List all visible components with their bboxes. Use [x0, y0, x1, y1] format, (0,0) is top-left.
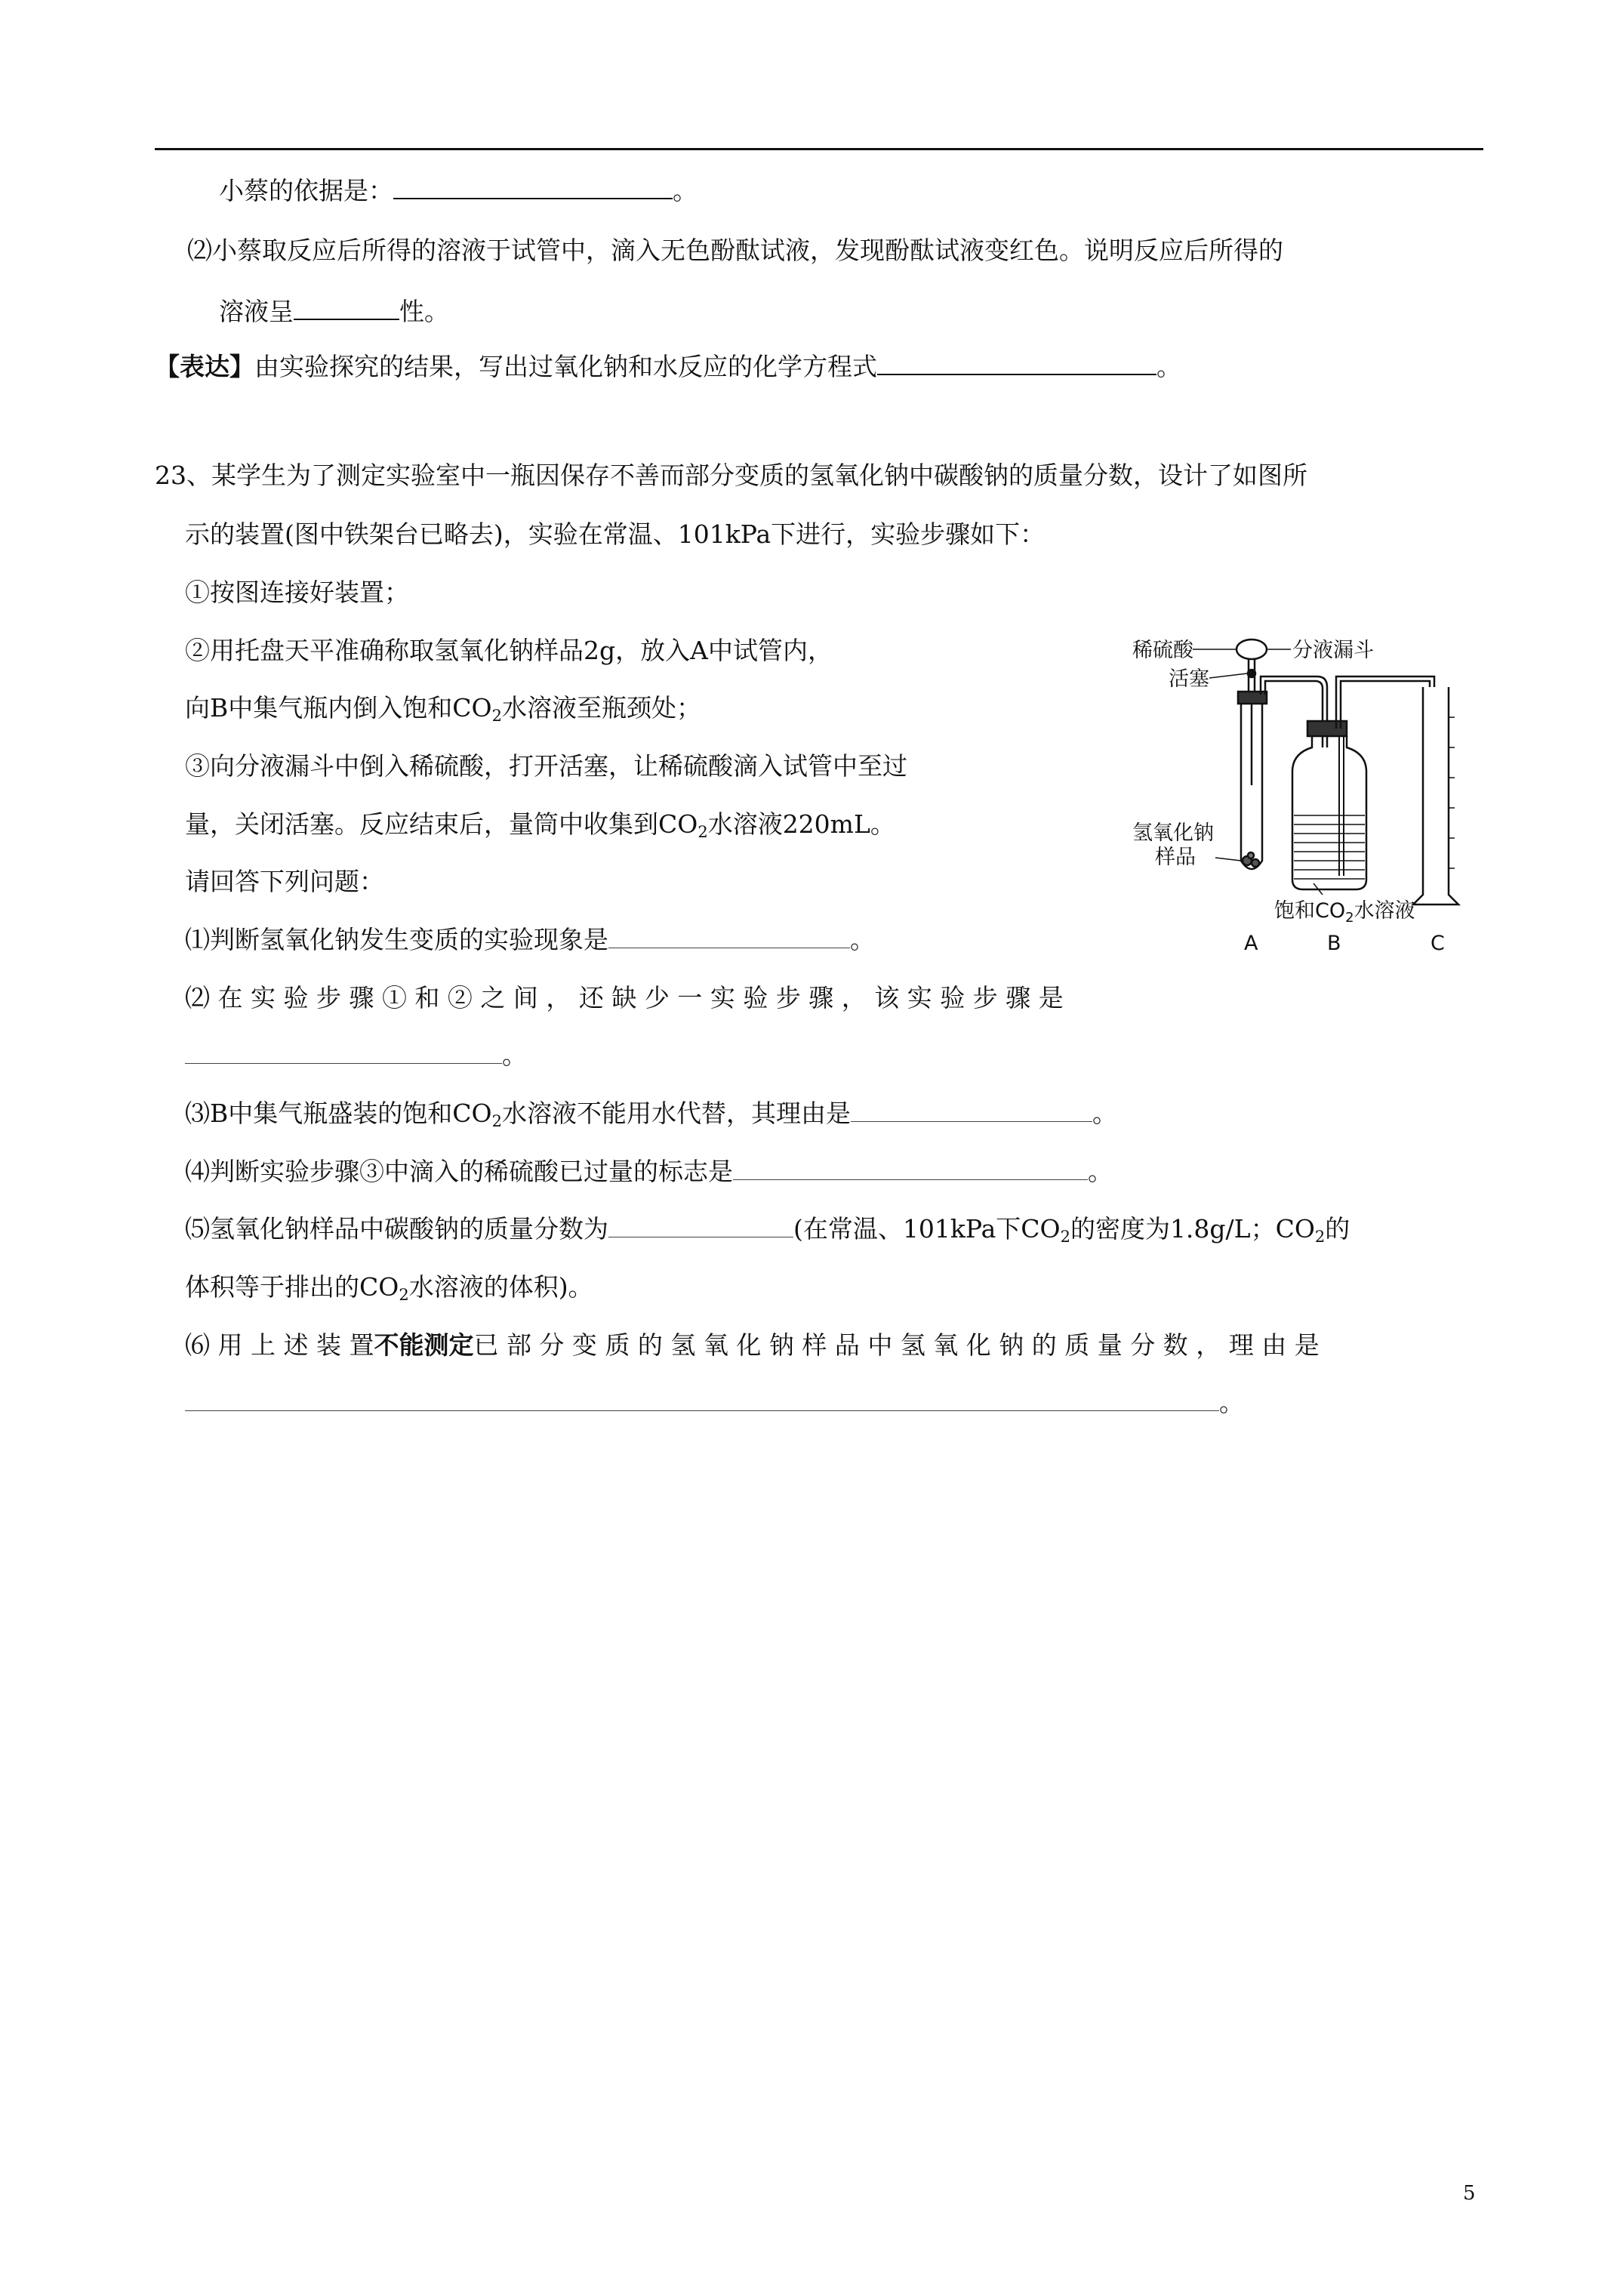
- q3-answer-blank[interactable]: [851, 1099, 1092, 1122]
- label-sample-line-2: 样品: [1155, 846, 1196, 869]
- basis-label: 小蔡的依据是：: [219, 176, 393, 205]
- q2-line-1: ⑵小蔡取反应后所得的溶液于试管中，滴入无色酚酞试液，发现酚酞试液变红色。说明反应后所得的: [187, 236, 1283, 265]
- label-c: C: [1431, 932, 1445, 955]
- q2-answer-blank[interactable]: [185, 1040, 502, 1064]
- equation-blank[interactable]: [877, 351, 1156, 375]
- q1-answer-blank[interactable]: [608, 925, 850, 948]
- q23-intro-line-2: 示的装置(图中铁架台已略去)，实验在常温、101kPa下进行，实验步骤如下：: [185, 519, 1046, 549]
- q23-sub-2-line-2: 。: [185, 1040, 527, 1071]
- step-2-line-2: 向B中集气瓶内倒入饱和$CO_2$水溶液至瓶颈处；: [185, 693, 701, 725]
- express-line: 【表达】由实验探究的结果，写出过氧化钠和水反应的化学方程式 。: [155, 352, 1181, 381]
- emphasis-text: 不能测定: [374, 1330, 474, 1360]
- page-number: 5: [1463, 2182, 1476, 2205]
- stopcock-icon: [1248, 670, 1255, 677]
- q23-sub-5-line-2: 体积等于排出的$CO_2$水溶液的体积)。: [185, 1272, 593, 1304]
- q23-sub-2-line-1: ⑵ 在 实 验 步 骤 ① 和 ② 之 间 ， 还 缺 少 一 实 验 步 骤 ， 该 实 验 步 骤 是: [185, 983, 1064, 1012]
- label-a: A: [1244, 932, 1258, 955]
- question-prompt: 请回答下列问题：: [185, 867, 384, 896]
- measuring-cylinder-c-icon: [1413, 687, 1458, 905]
- q23-sub-1: ⑴判断氢氧化钠发生变质的实验现象是 。: [185, 925, 875, 954]
- q23-intro-line-1: 23、某学生为了测定实验室中一瓶因保存不善而部分变质的氢氧化钠中碳酸钠的质量分数，设计了如图所: [155, 461, 1307, 490]
- q23-sub-6-line-1: ⑹ 用 上 述 装 置不能测定已 部 分 变 质 的 氢 氧 化 钠 样 品 中 氢 氧 化 钠 的 质 量 分 数 ， 理 由 是: [185, 1330, 1320, 1360]
- step-2-line-1: ②用托盘天平准确称取氢氧化钠样品2g，放入A中试管内，: [185, 636, 833, 665]
- apparatus-diagram: [1132, 634, 1487, 959]
- express-tag: 【表达】: [155, 352, 254, 381]
- step-3-line-2: 量，关闭活塞。反应结束后，量筒中收集到$CO_2$水溶液220mL。: [185, 809, 895, 841]
- label-sample-line-1: 氢氧化钠: [1132, 821, 1214, 845]
- header-rule: [155, 148, 1483, 150]
- label-stopcock: 活塞: [1169, 667, 1209, 691]
- label-b: B: [1327, 932, 1341, 955]
- label-dilute-sulfuric-acid: 稀硫酸: [1132, 639, 1193, 662]
- rubber-stopper-icon: [1238, 692, 1267, 704]
- label-separatory-funnel: 分液漏斗: [1292, 639, 1374, 662]
- q4-answer-blank[interactable]: [733, 1157, 1088, 1180]
- q2-line-2: 溶液呈 性。: [219, 297, 449, 326]
- separatory-funnel-icon: [1236, 639, 1267, 659]
- q23-sub-5-line-1: ⑸氢氧化钠样品中碳酸钠的质量分数为 (在常温、101kPa下$CO_2$的密度为1.8g/L；$CO_2$的: [185, 1214, 1350, 1246]
- label-saturated-solution: 饱和$CO_2$水溶液: [1274, 899, 1415, 926]
- q23-sub-6-line-2: 。: [185, 1388, 1244, 1418]
- q23-sub-3: ⑶B中集气瓶盛装的饱和$CO_2$水溶液不能用水代替，其理由是 。: [185, 1099, 1117, 1130]
- q5-answer-blank[interactable]: [608, 1214, 793, 1237]
- basis-line: 小蔡的依据是： 。: [219, 176, 698, 205]
- gas-bottle-b-icon: [1292, 736, 1366, 889]
- solution-property-blank[interactable]: [294, 296, 399, 320]
- q6-answer-blank[interactable]: [185, 1388, 1219, 1411]
- step-3-line-1: ③向分液漏斗中倒入稀硫酸，打开活塞，让稀硫酸滴入试管中至过: [185, 751, 907, 781]
- q23-sub-4: ⑷判断实验步骤③中滴入的稀硫酸已过量的标志是 。: [185, 1157, 1113, 1186]
- step-1: ①按图连接好装置；: [185, 578, 409, 607]
- basis-answer-blank[interactable]: [393, 175, 673, 199]
